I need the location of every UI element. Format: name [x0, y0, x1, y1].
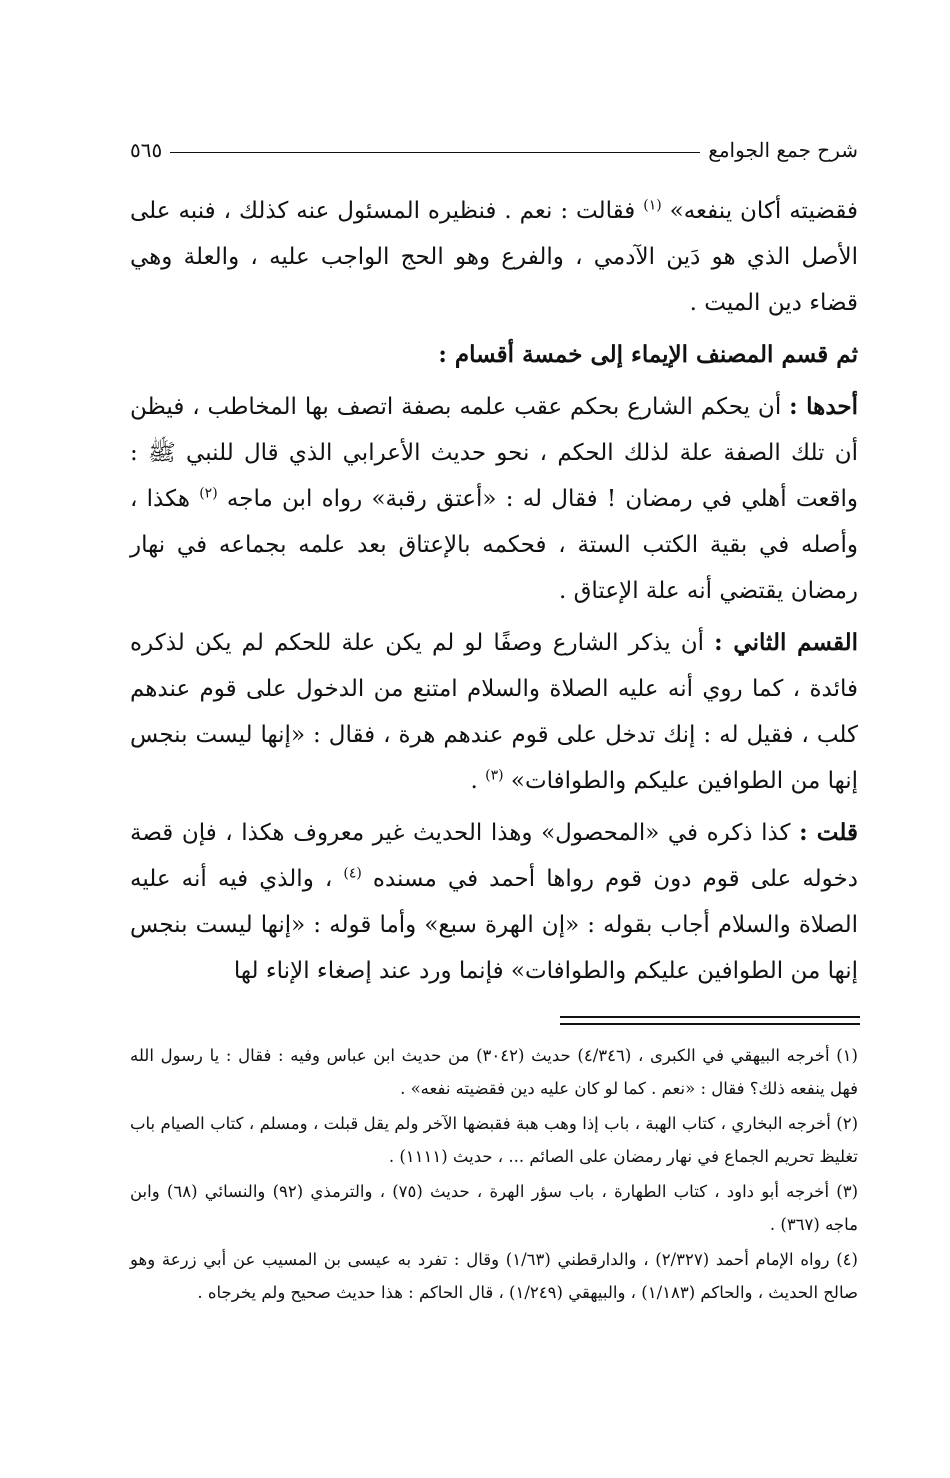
running-header: [130, 130, 858, 170]
footnote-ref-4: (٤): [343, 865, 362, 882]
footnote-ref-2: (٢): [199, 485, 218, 502]
header-rule: [170, 152, 700, 153]
paragraph-3: [130, 384, 858, 614]
paragraph-5: [130, 810, 858, 994]
section-heading: ثم قسم المصنف الإيماء إلى خمسة أقسام :: [438, 341, 858, 368]
paragraph-3-lead: أحدها :: [789, 393, 858, 420]
footnote-ref-3: (٣): [485, 767, 504, 784]
running-title: شرح جمع الجوامع: [708, 138, 858, 162]
paragraph-3-text: أن يحكم الشارع بحكم عقب علمه بصفة اتصف بها المخاطب ، فيظن أن تلك الصفة علة لذلك الحكم ، نحو حديث الأعرابي الذي قال للنبي ﷺ : واقعت أهلي في رمضان ! فقال له : «أعتق رقبة» رواه ابن ماجه: [130, 394, 858, 512]
paragraph-1-rest: فقالت : نعم . فنظيره المسئول عنه كذلك ، فنبه على الأصل الذي هو دَين الآدمي ، والفرع وهو الحج الواجب عليه ، والعلة وهي قضاء دين الميت .: [130, 198, 858, 316]
footnote-separator: [560, 1016, 860, 1025]
paragraph-1: [130, 188, 858, 326]
paragraph-1-text: فقضيته أكان ينفعه»: [661, 198, 859, 224]
main-text: [130, 188, 858, 994]
footnote-2: (٢) أخرجه البخاري ، كتاب الهبة ، باب إذا وهب هبة فقبضها الآخر ولم يقل قبلت ، ومسلم ، كتاب الصيام باب تغليظ تحريم الجماع في نهار رمضان على الصائم ... ، حديث (١١١١) .: [130, 1114, 858, 1166]
paragraph-5-rest: ، والذي فيه أنه عليه الصلاة والسلام أجاب بقوله : «إن الهرة سبع» وأما قوله : «إنها ليست بنجس إنها من الطوافين عليكم والطوافات» فإنما ورد عند إصغاء الإناء لها: [130, 866, 858, 984]
footnote-1: (١) أخرجه البيهقي في الكبرى ، (٤/٣٤٦) حديث (٣٠٤٢) من حديث ابن عباس وفيه : فقال : يا رسول الله فهل ينفعه ذلك؟ فقال : «نعم . كما لو كان عليه دين فقضيته نفعه» .: [130, 1046, 858, 1098]
page-number: ٥٦٥: [130, 138, 163, 162]
footnote-4: (٤) رواه الإمام أحمد (٢/٣٢٧) ، والدارقطني (١/٦٣) وقال : تفرد به عيسى بن المسيب عن أبي زرعة وهو صالح الحديث ، والحاكم (١/١٨٣) ، والبيهقي (١/٢٤٩) ، قال الحاكم : هذا حديث صحيح ولم يخرجاه .: [130, 1250, 858, 1302]
footnote-ref-1: (١): [643, 197, 662, 214]
footnotes: [130, 1039, 858, 1309]
paragraph-5-lead: قلت :: [799, 819, 859, 846]
footnote-3: (٣) أخرجه أبو داود ، كتاب الطهارة ، باب سؤر الهرة ، حديث (٧٥) ، والترمذي (٩٢) والنسائي (٦٨) وابن ماجه (٣٦٧) .: [130, 1182, 859, 1234]
paragraph-5-text: كذا ذكره في «المحصول» وهذا الحديث غير معروف هكذا ، فإن قصة دخوله على قوم دون قوم رواها أحمد في مسنده: [130, 820, 858, 892]
paragraph-3-rest: هكذا ، وأصله في بقية الكتب الستة ، فحكمه بالإعتاق بعد علمه بجماعه في نهار رمضان يقتضي أنه علة الإعتاق .: [130, 486, 858, 604]
paragraph-4-text: أن يذكر الشارع وصفًا لو لم يكن علة للحكم لم يكن لذكره فائدة ، كما روي أنه عليه الصلاة والسلام امتنع من الدخول على قوم عندهم كلب ، فقيل له : إنك تدخل على قوم عندهم هرة ، فقال : «إنها ليست بنجس إنها من الطوافين عليكم والطوافات»: [130, 630, 858, 794]
paragraph-4-rest: .: [470, 768, 486, 794]
paragraph-4: [130, 620, 858, 804]
paragraph-4-lead: القسم الثاني :: [714, 629, 858, 656]
document-page: [130, 130, 858, 1311]
